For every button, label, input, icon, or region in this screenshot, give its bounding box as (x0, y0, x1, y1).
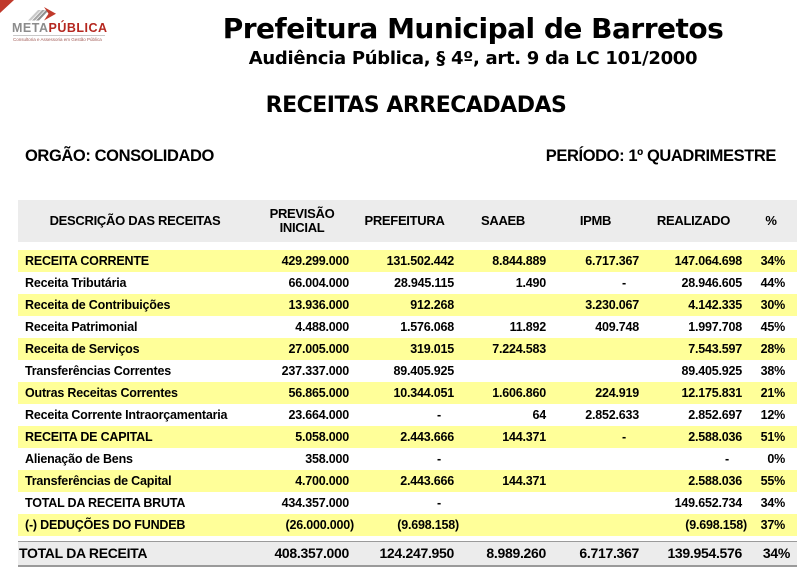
row-label: RECEITA DE CAPITAL (25, 430, 153, 444)
row-value: 434.357.000 (281, 496, 349, 510)
row-value: 55% (760, 474, 785, 488)
row-value: 6.717.367 (579, 545, 639, 561)
row-value: 2.443.666 (400, 430, 454, 444)
row-value: 1.606.860 (492, 386, 546, 400)
row-value: 144.371 (502, 474, 546, 488)
column-header-prefeitura: PREFEITURA (364, 213, 445, 228)
row-value: (9.698.158) (685, 518, 747, 532)
logo-wordmark (12, 21, 108, 35)
row-value: (9.698.158) (397, 518, 459, 532)
row-value: - (622, 276, 626, 290)
row-value: 21% (760, 386, 785, 400)
row-value: 319.015 (410, 342, 454, 356)
column-header-percent: % (765, 213, 777, 228)
row-value: 64 (532, 408, 546, 422)
report-meta-row (25, 147, 776, 166)
orgao-label: ORGÃO: CONSOLIDADO (25, 147, 214, 165)
row-value: 38% (760, 364, 785, 378)
row-value: 147.064.698 (674, 254, 742, 268)
row-value: 10.344.051 (393, 386, 454, 400)
page-title: Prefeitura Municipal de Barretos (222, 12, 724, 45)
row-value: 1.997.708 (688, 320, 742, 334)
row-value: 237.337.000 (281, 364, 349, 378)
logo-arrow-icon (28, 7, 58, 22)
header-titles (146, 12, 800, 69)
row-label: Transferências de Capital (25, 474, 172, 488)
row-value: - (622, 430, 626, 444)
table-header-row (18, 200, 797, 242)
table-row (18, 338, 797, 360)
table-total-row (18, 541, 797, 567)
corner-accent-triangle (0, 0, 14, 13)
row-value: 224.919 (595, 386, 639, 400)
section-title: RECEITAS ARRECADADAS (265, 93, 567, 118)
receitas-table (18, 200, 797, 567)
row-value: 7.543.597 (688, 342, 742, 356)
row-value: 144.371 (502, 430, 546, 444)
row-value: 56.865.000 (288, 386, 349, 400)
table-row (18, 426, 797, 448)
table-row (18, 360, 797, 382)
row-value: 28.946.605 (681, 276, 742, 290)
row-label: Receita Corrente Intraorçamentaria (25, 408, 228, 422)
row-value: 1.576.068 (400, 320, 454, 334)
row-value: 912.268 (410, 298, 454, 312)
row-value: 5.058.000 (295, 430, 349, 444)
table-row (18, 514, 797, 536)
row-value: 8.844.889 (492, 254, 546, 268)
logo-tagline: Consultoria e Assessoria em Gestão Pública (13, 35, 105, 42)
row-value: 34% (762, 545, 790, 561)
table-row (18, 382, 797, 404)
row-label: TOTAL DA RECEITA BRUTA (25, 496, 186, 510)
row-value: 2.588.036 (688, 430, 742, 444)
row-value: 34% (760, 254, 785, 268)
row-value: 4.142.335 (688, 298, 742, 312)
table-row (18, 492, 797, 514)
row-label: Outras Receitas Correntes (25, 386, 178, 400)
row-value: 11.892 (509, 320, 546, 334)
row-value: 44% (760, 276, 785, 290)
column-header-realizado: REALIZADO (656, 213, 731, 228)
row-label: TOTAL DA RECEITA (19, 545, 148, 561)
row-value: 2.852.697 (688, 408, 742, 422)
row-value: 45% (760, 320, 785, 334)
row-value: 28.945.115 (394, 276, 454, 290)
table-row (18, 294, 797, 316)
row-value: 358.000 (305, 452, 349, 466)
row-label: Receita Tributária (25, 276, 127, 290)
row-value: 2.588.036 (688, 474, 742, 488)
table-row (18, 272, 797, 294)
row-value: 6.717.367 (585, 254, 639, 268)
row-label: (-) DEDUÇÕES DO FUNDEB (25, 518, 186, 532)
row-value: 409.748 (595, 320, 639, 334)
row-value: 0% (767, 452, 785, 466)
logo-publica-text: PÚBLICA (48, 21, 108, 35)
periodo-label: PERÍODO: 1º QUADRIMESTRE (545, 147, 776, 165)
row-value: 66.004.000 (288, 276, 349, 290)
row-value: 408.357.000 (274, 545, 349, 561)
row-value: 89.405.925 (681, 364, 742, 378)
row-value: 13.936.000 (288, 298, 349, 312)
row-label: Transferências Correntes (25, 364, 171, 378)
row-value: 131.502.442 (386, 254, 454, 268)
row-label: Alienação de Bens (25, 452, 133, 466)
row-value: 28% (760, 342, 785, 356)
row-value: 27.005.000 (288, 342, 349, 356)
table-row (18, 250, 797, 272)
row-value: 4.488.000 (295, 320, 349, 334)
column-header-previsao-inicial: PREVISÃO INICIAL (269, 206, 335, 235)
row-value: 2.443.666 (400, 474, 454, 488)
row-value: 30% (760, 298, 785, 312)
row-value: 34% (760, 496, 785, 510)
page-subtitle: Audiência Pública, § 4º, art. 9 da LC 101/2000 (248, 48, 698, 69)
row-value: 429.299.000 (281, 254, 349, 268)
row-value: 23.664.000 (288, 408, 349, 422)
row-value: 149.652.734 (674, 496, 742, 510)
table-row (18, 316, 797, 338)
row-value: 124.247.950 (379, 545, 454, 561)
table-row (18, 470, 797, 492)
row-value: 4.700.000 (295, 474, 349, 488)
table-row (18, 404, 797, 426)
row-value: - (437, 408, 441, 422)
row-label: Receita de Contribuições (25, 298, 171, 312)
row-label: RECEITA CORRENTE (25, 254, 149, 268)
row-label: Receita Patrimonial (25, 320, 138, 334)
row-value: 51% (760, 430, 785, 444)
row-value: 3.230.067 (585, 298, 639, 312)
row-value: 12% (760, 408, 785, 422)
column-header-saaeb: SAAEB (480, 213, 525, 228)
row-value: - (725, 452, 729, 466)
row-label: Receita de Serviços (25, 342, 140, 356)
row-value: - (437, 496, 441, 510)
table-row (18, 448, 797, 470)
logo-meta-text: META (12, 21, 49, 35)
row-value: (26.000.000) (285, 518, 354, 532)
column-header-ipmb: IPMB (579, 213, 612, 228)
row-value: 2.852.633 (585, 408, 639, 422)
column-header-descricao: DESCRIÇÃO DAS RECEITAS (49, 213, 221, 228)
row-value: - (437, 452, 441, 466)
row-value: 12.175.831 (681, 386, 742, 400)
row-value: 1.490 (515, 276, 546, 290)
row-value: 37% (760, 518, 785, 532)
row-value: 7.224.583 (492, 342, 546, 356)
row-value: 139.954.576 (667, 545, 742, 561)
row-value: 8.989.260 (486, 545, 546, 561)
row-value: 89.405.925 (393, 364, 454, 378)
table-body (18, 250, 797, 567)
